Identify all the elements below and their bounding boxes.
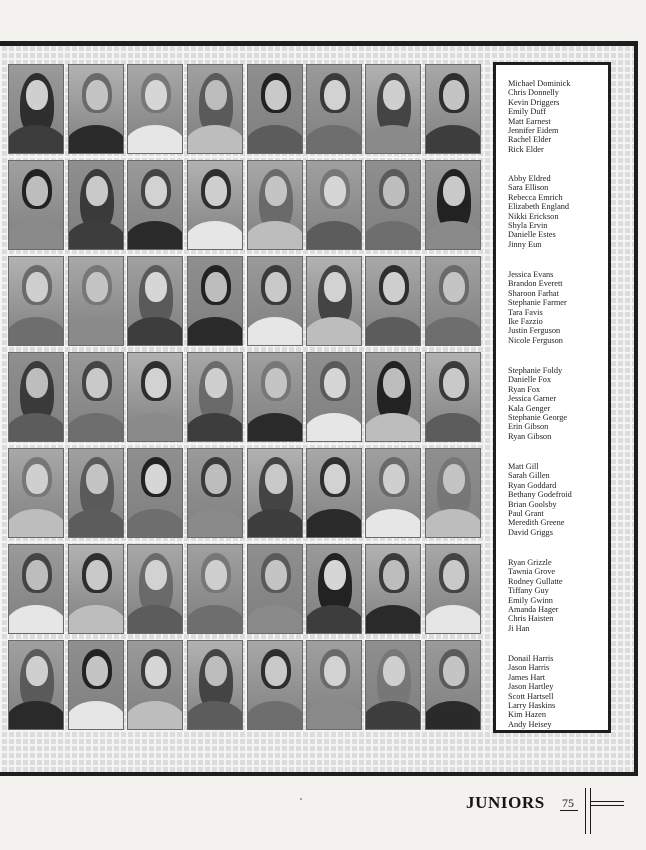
student-name: Justin Ferguson (508, 326, 561, 336)
portrait-face (86, 368, 108, 398)
name-group (508, 558, 612, 633)
student-name: Nikki Erickson (508, 211, 559, 221)
portrait-face (205, 80, 227, 110)
portrait-clothing (247, 605, 303, 634)
portrait-clothing (8, 509, 64, 538)
portrait-clothing (365, 605, 421, 634)
student-portrait (68, 448, 124, 538)
portrait-face (145, 272, 167, 302)
student-name: Danielle Fox (508, 375, 552, 385)
print-speck (300, 798, 302, 800)
student-name: Jason Harris (508, 663, 550, 673)
portrait-clothing (306, 413, 362, 442)
portrait-face (26, 176, 48, 206)
portrait-clothing (306, 605, 362, 634)
portrait-face (26, 464, 48, 494)
portrait-clothing (365, 509, 421, 538)
portrait-face (86, 272, 108, 302)
portrait-clothing (306, 701, 362, 730)
student-portrait (365, 256, 421, 346)
footer-rule-horizontal (591, 805, 624, 806)
student-name: James Hart (508, 672, 546, 682)
portrait-clothing (127, 509, 183, 538)
student-portrait (8, 640, 64, 730)
student-name: Elizabeth England (508, 202, 570, 212)
student-portrait (247, 256, 303, 346)
portrait-face (383, 368, 405, 398)
portrait-face (383, 656, 405, 686)
student-name: Sarah Gillen (508, 471, 550, 481)
footer-rule-horizontal (591, 801, 624, 802)
portrait-clothing (365, 125, 421, 154)
student-name: Larry Haskins (508, 701, 556, 711)
portrait-clothing (8, 413, 64, 442)
student-name: Rick Elder (508, 144, 544, 154)
student-portrait (8, 64, 64, 154)
student-portrait (425, 448, 481, 538)
page-number: 75 (562, 796, 574, 810)
name-group (508, 79, 612, 154)
portrait-face (86, 464, 108, 494)
portrait-face (205, 656, 227, 686)
student-portrait (187, 256, 243, 346)
student-name: Abby Eldred (508, 174, 551, 183)
student-portrait (127, 64, 183, 154)
portrait-clothing (8, 221, 64, 250)
portrait-face (383, 272, 405, 302)
student-name: Amanda Hager (508, 605, 559, 615)
name-group (508, 174, 612, 249)
student-name: Stephanie George (508, 413, 568, 423)
portrait-clothing (425, 125, 481, 154)
student-name: Andy Heisey (508, 719, 552, 729)
student-portrait (247, 352, 303, 442)
portrait-clothing (68, 701, 124, 730)
portrait-clothing (8, 605, 64, 634)
portrait-face (324, 272, 346, 302)
portrait-face (324, 560, 346, 590)
student-name: Sara Ellison (508, 183, 549, 193)
student-portrait (365, 544, 421, 634)
student-portrait (68, 544, 124, 634)
portrait-face (265, 272, 287, 302)
student-name: Kevin Driggers (508, 97, 560, 107)
portrait-face (26, 656, 48, 686)
portrait-clothing (127, 605, 183, 634)
student-portrait (8, 160, 64, 250)
student-names-panel (493, 62, 611, 733)
portrait-clothing (187, 413, 243, 442)
student-portrait (247, 160, 303, 250)
student-portrait (8, 256, 64, 346)
student-portrait (306, 160, 362, 250)
portrait-face (205, 464, 227, 494)
portrait-face (145, 464, 167, 494)
student-name: Kala Genger (508, 403, 551, 413)
student-portrait (306, 64, 362, 154)
student-portrait (247, 64, 303, 154)
portrait-clothing (306, 509, 362, 538)
student-portrait (8, 352, 64, 442)
portrait-clothing (247, 701, 303, 730)
student-portrait (306, 352, 362, 442)
portrait-face (265, 368, 287, 398)
student-portrait (68, 256, 124, 346)
portrait-clothing (68, 125, 124, 154)
portrait-face (145, 656, 167, 686)
student-name: Tawnia Grove (508, 567, 556, 577)
portrait-face (383, 464, 405, 494)
student-name: Ryan Fox (508, 384, 541, 394)
student-name: Scott Hartsell (508, 691, 554, 701)
shirt-lettering: PENN STATE (428, 715, 471, 723)
student-portrait (425, 544, 481, 634)
portrait-clothing (247, 221, 303, 250)
student-name: Erin Gibson (508, 422, 549, 432)
student-portrait (425, 352, 481, 442)
student-name: Ryan Goddard (508, 480, 557, 490)
student-portrait (306, 640, 362, 730)
footer-rule-vertical (585, 788, 586, 834)
portrait-face (265, 656, 287, 686)
student-name: Shyla Ervin (508, 221, 548, 231)
portrait-clothing (127, 413, 183, 442)
portrait-face (26, 560, 48, 590)
portrait-clothing (425, 413, 481, 442)
portrait-clothing (247, 125, 303, 154)
student-name: Emily Duff (508, 107, 546, 117)
portrait-clothing (187, 605, 243, 634)
student-name: Emily Gwinn (508, 595, 553, 605)
portrait-face (443, 464, 465, 494)
student-portrait (68, 640, 124, 730)
portrait-face (383, 80, 405, 110)
portrait-face (443, 272, 465, 302)
student-portrait (365, 640, 421, 730)
student-portrait (425, 640, 481, 730)
portrait-face (324, 464, 346, 494)
name-group (508, 270, 612, 345)
portrait-face (265, 560, 287, 590)
student-name: Brian Goolsby (508, 499, 557, 509)
portrait-face (86, 560, 108, 590)
student-portrait (68, 160, 124, 250)
portrait-face (26, 368, 48, 398)
student-name: Danielle Estes (508, 230, 556, 240)
student-portrait (127, 352, 183, 442)
student-portrait (187, 160, 243, 250)
student-portrait (306, 448, 362, 538)
portrait-clothing (247, 413, 303, 442)
student-name: Rachel Elder (508, 135, 552, 145)
student-portrait (187, 640, 243, 730)
student-name: Ryan Grizzle (508, 558, 552, 567)
portrait-face (383, 560, 405, 590)
portrait-face (265, 80, 287, 110)
student-portrait (365, 64, 421, 154)
portrait-clothing (8, 701, 64, 730)
portrait-face (26, 80, 48, 110)
student-name: Rebecca Emrich (508, 192, 563, 202)
student-name: Ji Han (508, 623, 530, 633)
portrait-clothing (187, 509, 243, 538)
section-title: JUNIORS (466, 793, 545, 812)
student-name: Stephanie Foldy (508, 366, 563, 375)
portrait-clothing (306, 221, 362, 250)
portrait-clothing (68, 413, 124, 442)
portrait-clothing (68, 317, 124, 346)
student-name: Chris Donnelly (508, 88, 559, 98)
portrait-clothing (425, 605, 481, 634)
portrait-face (443, 560, 465, 590)
student-portrait (187, 544, 243, 634)
student-name: Rodney Gullatte (508, 576, 563, 586)
portrait-clothing (247, 317, 303, 346)
student-name: Jessica Garner (508, 394, 557, 404)
student-portrait (187, 352, 243, 442)
student-name: Matt Gill (508, 462, 539, 471)
portrait-clothing (306, 317, 362, 346)
portrait-clothing (127, 317, 183, 346)
student-name: Michael Dominick (508, 79, 571, 88)
student-name: Jinny Eun (508, 239, 542, 249)
portrait-face (324, 80, 346, 110)
student-portrait (425, 64, 481, 154)
student-name: Kim Hazen (508, 710, 547, 720)
portrait-clothing (8, 317, 64, 346)
student-portrait (247, 448, 303, 538)
portrait-face (205, 176, 227, 206)
portrait-face (145, 560, 167, 590)
portrait-clothing (187, 221, 243, 250)
student-portrait (365, 352, 421, 442)
portrait-clothing (365, 701, 421, 730)
portrait-face (324, 176, 346, 206)
student-portrait (187, 64, 243, 154)
portrait-clothing (127, 221, 183, 250)
student-portrait (425, 160, 481, 250)
portrait-face (205, 368, 227, 398)
student-name: Chris Haisten (508, 614, 554, 624)
student-portrait (187, 448, 243, 538)
student-name: Nicole Ferguson (508, 335, 563, 345)
portrait-clothing (68, 605, 124, 634)
portrait-face (205, 272, 227, 302)
student-portrait (8, 448, 64, 538)
student-portrait (365, 160, 421, 250)
portrait-face (86, 656, 108, 686)
portrait-clothing (8, 125, 64, 154)
portrait-face (265, 464, 287, 494)
student-name: Jennifer Eidem (508, 126, 559, 136)
portrait-face (205, 560, 227, 590)
portrait-clothing (425, 221, 481, 250)
portrait-face (443, 368, 465, 398)
portrait-clothing (187, 317, 243, 346)
student-portrait (127, 448, 183, 538)
student-name: Tara Favis (508, 307, 543, 317)
portrait-clothing (187, 125, 243, 154)
portrait-clothing (127, 125, 183, 154)
footer-rule-vertical (590, 788, 591, 834)
student-name: Matt Earnest (508, 116, 551, 126)
student-name: Paul Grant (508, 509, 544, 519)
portrait-face (145, 176, 167, 206)
portrait-clothing (247, 509, 303, 538)
portrait-clothing (187, 701, 243, 730)
student-portrait (365, 448, 421, 538)
student-portrait (68, 64, 124, 154)
student-portrait (127, 544, 183, 634)
student-name: Sharoon Farhat (508, 288, 559, 298)
portrait-clothing (425, 317, 481, 346)
student-portrait (127, 640, 183, 730)
portrait-clothing (365, 221, 421, 250)
name-group (508, 366, 612, 441)
student-name: Jessica Evans (508, 270, 554, 279)
student-portrait (68, 352, 124, 442)
portrait-clothing (68, 509, 124, 538)
student-portrait (306, 544, 362, 634)
portrait-face (324, 656, 346, 686)
student-portrait (8, 544, 64, 634)
student-name: Donail Harris (508, 654, 554, 663)
portrait-face (86, 80, 108, 110)
portrait-clothing (127, 701, 183, 730)
student-portrait (425, 256, 481, 346)
portrait-clothing (306, 125, 362, 154)
student-portrait (247, 640, 303, 730)
student-name: Ike Fazzio (508, 317, 543, 327)
portrait-clothing (365, 317, 421, 346)
portrait-clothing (365, 413, 421, 442)
portrait-face (265, 176, 287, 206)
portrait-face (145, 80, 167, 110)
student-portrait (306, 256, 362, 346)
portrait-face (443, 80, 465, 110)
portrait-clothing (425, 509, 481, 538)
name-group (508, 654, 612, 729)
portrait-face (324, 368, 346, 398)
student-name: Jason Hartley (508, 682, 554, 692)
student-portrait (127, 160, 183, 250)
portrait-face (383, 176, 405, 206)
student-portrait (247, 544, 303, 634)
student-name: Stephanie Farmer (508, 298, 567, 308)
name-group (508, 462, 612, 537)
student-portrait (127, 256, 183, 346)
student-name: David Griggs (508, 527, 553, 537)
student-name: Tiffany Guy (508, 586, 549, 596)
portrait-face (26, 272, 48, 302)
portrait-face (86, 176, 108, 206)
portrait-face (443, 656, 465, 686)
portrait-face (443, 176, 465, 206)
student-name: Meredith Greene (508, 518, 565, 528)
student-name: Bethany Godefroid (508, 490, 572, 500)
portrait-clothing (68, 221, 124, 250)
student-name: Brandon Everett (508, 279, 563, 289)
student-name: Ryan Gibson (508, 431, 552, 441)
portrait-face (145, 368, 167, 398)
yearbook-frame (0, 41, 638, 776)
